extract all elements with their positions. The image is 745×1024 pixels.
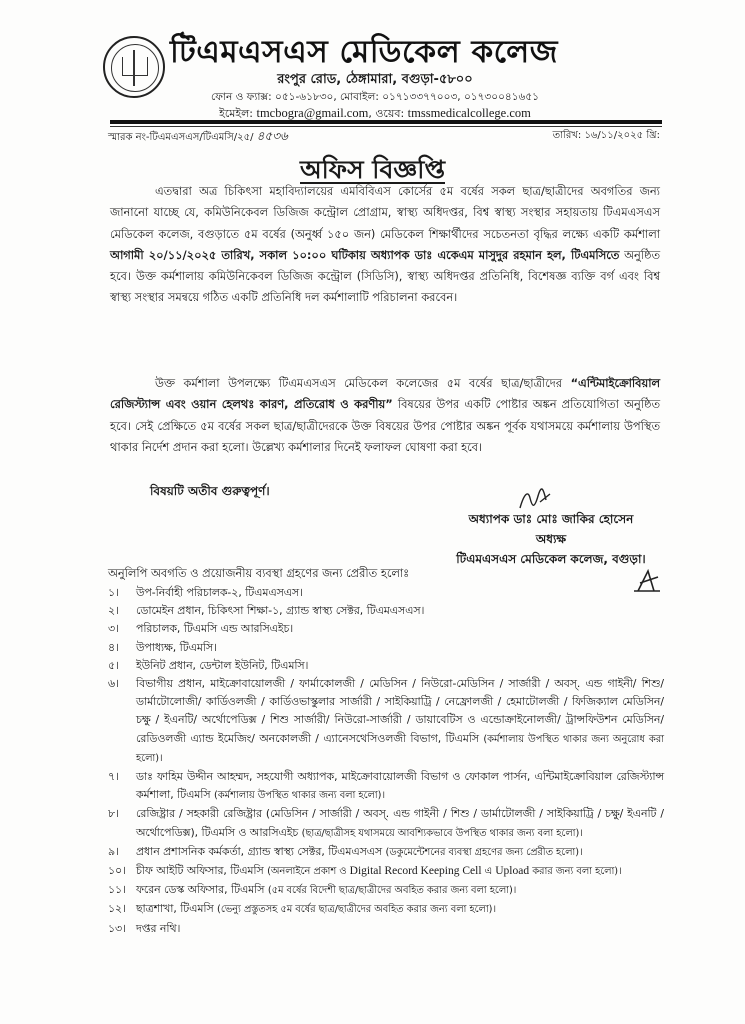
item-text: ডোমেইন প্রধান, চিকিৎসা শিক্ষা-১, গ্র্যান্ড স্বাস্থ্য সেক্টর, টিএমএসএস। (136, 604, 425, 618)
college-logo (103, 36, 165, 98)
signatory-name: অধ্যাপক ডাঃ মোঃ জাকির হোসেন (468, 512, 634, 526)
p1-text-b: অনুষ্ঠিত হবে। উক্ত কর্মশালায় কমিউনিকেবল ডিজিজ কন্ট্রোল (সিডিসি), স্বাস্থ্য অধিদপ্তর প্রতিনিধি, বিশেষজ্ঞ ব্যক্তি বর্গ এবং বিশ্ব স্বাস্থ্য সংস্থার সমন্বয়ে গঠিত একটি প্রতিনিধি দল কর্মশালাটি পরিচালনা করবেন। (110, 247, 660, 305)
logo-caduceus-icon (133, 50, 135, 86)
note-mid: এ (481, 866, 496, 878)
notice-paragraph-2 (110, 373, 660, 458)
item-number: ৩। (108, 622, 119, 636)
p1-text-a: এতদ্বারা অত্র চিকিৎসা মহাবিদ্যালয়ের এমবিবিএস কোর্সের ৫ম বর্ষের সকল ছাত্র/ছাত্রীদের অবগতির জন্য জানানো যাচ্ছে যে, কমিউনিকেবল ডিজিজ কন্ট্রোল প্রোগ্রাম, স্বাস্থ্য অধিদপ্তর, বিশ্ব স্বাস্থ্য সংস্থার সহায়তায় টিএমএসএস মেডিকেল কলেজ, বগুড়াতে ৫ম বর্ষের (অনুর্ধ্ব ১৫০ জন) মেডিকেল শিক্ষার্থীদের সচেতনতা বৃদ্ধির লক্ষ্যে একটি কর্মশালা (110, 184, 660, 241)
letterhead-divider (110, 120, 662, 124)
copy-to-item (108, 602, 664, 620)
item-number: ৭। (108, 770, 119, 784)
copy-to-item (108, 843, 664, 862)
college-address: রংপুর রোড, ঠেঙ্গামারা, বগুড়া-৫৮০০ (277, 72, 473, 87)
copy-to-heading: অনুলিপি অবগতি ও প্রয়োজনীয় ব্যবস্থা গ্রহণের জন্য প্রেরীত হলোঃ (108, 566, 410, 580)
college-phone: ফোন ও ফ্যাক্স: ০৫১-৬১৮৩০, মোবাইল: ০১৭১৩৩৭৭০০৩, ০১৭৩০০৪১৬৫১ (211, 91, 539, 103)
item-number: ৪। (108, 640, 119, 654)
importance-note: বিষয়টি অতীব গুরুত্বপূর্ণ। (150, 484, 270, 498)
item-number: ১। (108, 586, 119, 599)
item-text: চীফ আইটি অফিসার, টিএমসি (136, 864, 268, 878)
item-number: ১৩। (108, 921, 126, 935)
item-text: দপ্তর নথি। (136, 921, 181, 935)
website: tmssmedicalcollege.com (407, 106, 531, 120)
item-text: ডাঃ ফাহিম উদ্দীন আহম্মদ, সহযোগী অধ্যাপক, মাইক্রোবায়োলজী বিভাগ ও ফোকাল পার্সন, এন্টিমাইক্রোবিয়াল রেজিস্ট্যান্স কর্মশালা, টিএমসি (136, 770, 664, 802)
item-note: (৫ম বর্ষের বিদেশী ছাত্র/ছাত্রীদের অবহিত করার জন্য বলা হলো)। (267, 885, 517, 897)
item-number: ৯। (108, 844, 119, 858)
p1-bold-venue: আগামী ২০/১১/২০২৫ তারিখ, সকাল ১০:০০ ঘটিকায় অধ্যাপক ডাঃ একেএম মাসুদুর রহমান হল, টিএমসিতে (110, 247, 620, 262)
copy-to-item (108, 920, 664, 938)
item-text: পরিচালক, টিএমসি এন্ড আরসিএইচ। (136, 622, 294, 636)
item-note: (কর্মশালায় উপস্থিত থাকার জন্য বলা হলো)। (213, 790, 385, 802)
item-note: (ভেন্যু প্রস্তুতসহ ৫ম বর্ষের ছাত্র/ছাত্রীদের অবহিত করার জন্য বলা হলো)। (217, 904, 496, 916)
note-pre: (অনলাইনে প্রকাশ ও (267, 866, 350, 878)
memo-ref-number: ৪৫৩৬ (256, 129, 288, 143)
item-text: রেজিষ্ট্রার / সহকারী রেজিষ্ট্রার (মেডিসিন / সার্জারী / অবস্. এন্ড গাইনী / শিশু / ডার্মাটোলজী / সাইকিয়াট্রি / চক্ষু/ ইএনটি / অর্থোপেডিক্স), টিএমসি ও আরসিএইচ (136, 807, 664, 839)
signatory-institution: টিএমএসএস মেডিকেল কলেজ, বগুড়া। (456, 552, 646, 566)
p2-text-a: উক্ত কর্মশালা উপলক্ষ্যে টিএমএসএস মেডিকেল কলেজের ৫ম বর্ষের ছাত্র/ছাত্রীদের (155, 376, 571, 390)
item-number: ১০। (108, 864, 126, 878)
signatory-designation: অধ্যক্ষ (535, 532, 567, 546)
email-address: tmcbogra@gmail.com (256, 106, 369, 120)
copy-to-list (108, 584, 664, 938)
memo-ref-label: স্মারক নং-টিএমএসএস/টিএমসি/২৫/ (108, 132, 257, 143)
letterhead-divider-thin (110, 126, 662, 127)
item-text: উপ-নির্বাহী পরিচালক-২, টিএমএসএস। (136, 586, 303, 599)
item-number: ১১। (108, 883, 126, 897)
item-number: ২। (108, 604, 119, 618)
copy-to-item (108, 620, 664, 638)
copy-to-item (108, 584, 664, 602)
note-latin-upload: Upload (495, 865, 530, 878)
memo-reference (108, 128, 288, 148)
copy-to-item (108, 862, 664, 881)
item-text: প্রধান প্রশাসনিক কর্মকর্তা, গ্র্যান্ড স্বাস্থ্য সেক্টর, টিএমএসএস (136, 844, 386, 858)
item-number: ১২। (108, 902, 126, 916)
item-text: বিভাগীয় প্রধান, মাইক্রোবায়োলজী / ফার্মাকোলজী / মেডিসিন / নিউরো-মেডিসিন / সার্জারী / অবস্. এন্ড গাইনী/ শিশু/ ডার্মাটোলোজী/ কার্ডিওলজী / কার্ডিওভাস্কুলার সার্জারী / সাইকিয়াট্রি / নেফ্রোলজী / হেমাটোলজী / ফিজিক্যাল মেডিসিন/ চক্ষু / ইএনটি/ অর্থোপেডিক্স / শিশু সার্জারী/ নিউরো-সার্জারী / ডায়াবেটিস ও এন্ডোক্রাইনোলজী/ ট্রান্সফিউশন মেডিসিন/ রেডিওলজী এ্যান্ড ইমেজিং/ অনকোলজী / এ্যানেসথেসিওলজী বিভাগ, টিএমসি (136, 677, 664, 745)
p2-text-b: বিষয়ের উপর একটি পোষ্টার অঙ্কন প্রতিযোগিতা অনুষ্ঠিত হবে। সেই প্রেক্ষিতে ৫ম বর্ষের সকল ছাত্র/ছাত্রীদেরকে উক্ত বিষয়ের উপর পোষ্টার অঙ্কন পূর্বক যথাসময়ে কর্মশালায় উপস্থিত থাকার নির্দেশ প্রদান করা হলো। উল্লেখ্য কর্মশালার দিনেই ফলাফল ঘোষণা করা হবে। (110, 397, 660, 454)
item-note: (ডকুমেন্টেশনের ব্যবস্থা গ্রহণের জন্য প্রেরীত হলো)। (385, 846, 583, 858)
item-number: ৮। (108, 807, 119, 821)
item-number: ৬। (108, 677, 119, 691)
copy-to-item (108, 675, 664, 768)
copy-to-item (108, 639, 664, 657)
web-label: , ওয়েব: (368, 107, 408, 120)
email-label: ইমেইল: (219, 107, 257, 120)
item-note: (ছাত্র/ছাত্রীসহ যথাসময়ে আবশ্যিকভাবে উপস্থিত থাকার জন্য বলা হলো)। (301, 827, 583, 839)
memo-date: তারিখ: ১৬/১১/২০২৫ খ্রি: (552, 130, 660, 141)
item-number: ৫। (108, 658, 119, 672)
item-note (267, 866, 622, 877)
copy-to-item (108, 805, 664, 842)
copy-to-item (108, 657, 664, 675)
note-latin-cell: Digital Record Keeping Cell (349, 865, 482, 878)
copy-to-item (108, 900, 664, 919)
p2-bold-topic: “এন্টিমাইক্রোবিয়াল রেজিস্ট্যান্স এবং ওয়ান হেলথঃ কারণ, প্রতিরোধ ও করণীয়” (110, 376, 660, 412)
signatory-block (440, 509, 662, 569)
item-text: ইউনিট প্রধান, ডেন্টাল ইউনিট, টিএমসি। (136, 658, 309, 672)
copy-to-item (108, 881, 664, 900)
notice-title: অফিস বিজ্ঞপ্তি (300, 155, 445, 184)
notice-paragraph-1 (110, 181, 660, 309)
item-text: ফরেন ডেস্ক অফিসার, টিএমসি (136, 883, 268, 897)
note-post: করার জন্য বলা হলো)। (529, 866, 622, 878)
college-name: টিএমএসএস মেডিকেল কলেজ (170, 34, 558, 70)
copy-to-item (108, 768, 664, 805)
item-text: ছাত্রশাখা, টিএমসি (136, 902, 218, 916)
item-text: উপাধ্যক্ষ, টিএমসি। (136, 640, 217, 654)
logo-book-icon (122, 57, 148, 76)
item-note: (কর্মশালায় উপস্থিত থাকার জন্য অনুরোধ করা হলো)। (136, 733, 665, 764)
